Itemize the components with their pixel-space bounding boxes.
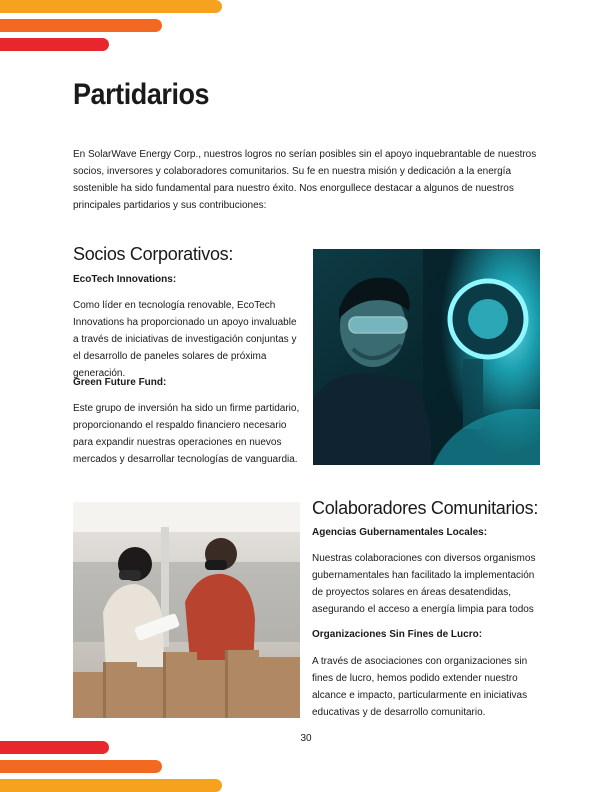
- bottom-bar-red: [0, 741, 109, 754]
- volunteers-photo: [73, 502, 300, 718]
- corporate-partner2-name: Green Future Fund:: [73, 377, 167, 388]
- community-partner1-text: Nuestras colaboraciones con diversos organismos gubernamentales han facilitado la implementación de proyectos solares en áreas desatendidas, asegurando el acceso a energía limpia para todos: [312, 553, 536, 615]
- community-partner2-name: Organizaciones Sin Fines de Lucro:: [312, 629, 483, 640]
- page-number: 30: [300, 733, 312, 744]
- community-partner2-text: A través de asociaciones con organizaciones sin fines de lucro, hemos podido extender nuestro alcance e impacto, particularmente en iniciativas educativas y de desarrollo comunitario.: [312, 656, 528, 718]
- community-partner1-name: Agencias Gubernamentales Locales:: [312, 527, 488, 538]
- corporate-heading: Socios Corporativos:: [73, 244, 234, 264]
- top-bar-yellow: [0, 0, 222, 13]
- page-title: Partidarios: [73, 78, 210, 111]
- corporate-partner1-name: EcoTech Innovations:: [73, 274, 177, 285]
- intro-paragraph: En SolarWave Energy Corp., nuestros logros no serían posibles sin el apoyo inquebrantable de nuestros socios, inversores y colaboradores comunitarios. Su fe en nuestra misión y dedicación a la energía sostenible ha sido fundamental para nuestro éxito. Nos enorgullece destacar a algunos de nuestros principales partidarios y sus contribuciones:: [73, 149, 537, 211]
- scientist-photo: [313, 249, 540, 465]
- bottom-bar-orange: [0, 760, 162, 773]
- community-heading: Colaboradores Comunitarios:: [312, 498, 539, 518]
- corporate-partner2-text: Este grupo de inversión ha sido un firme partidario, proporcionando el respaldo financiero necesario para expandir nuestras operaciones en nuevos mercados y desarrollar tecnologías de vanguardia.: [73, 403, 300, 465]
- top-bar-orange: [0, 19, 162, 32]
- top-bar-red: [0, 38, 109, 51]
- corporate-partner1-text: Como líder en tecnología renovable, EcoTech Innovations ha proporcionado un apoyo invaluable a través de iniciativas de investigación conjuntas y el desarrollo de paneles solares de próxima generación.: [73, 300, 297, 379]
- bottom-bar-yellow: [0, 779, 222, 792]
